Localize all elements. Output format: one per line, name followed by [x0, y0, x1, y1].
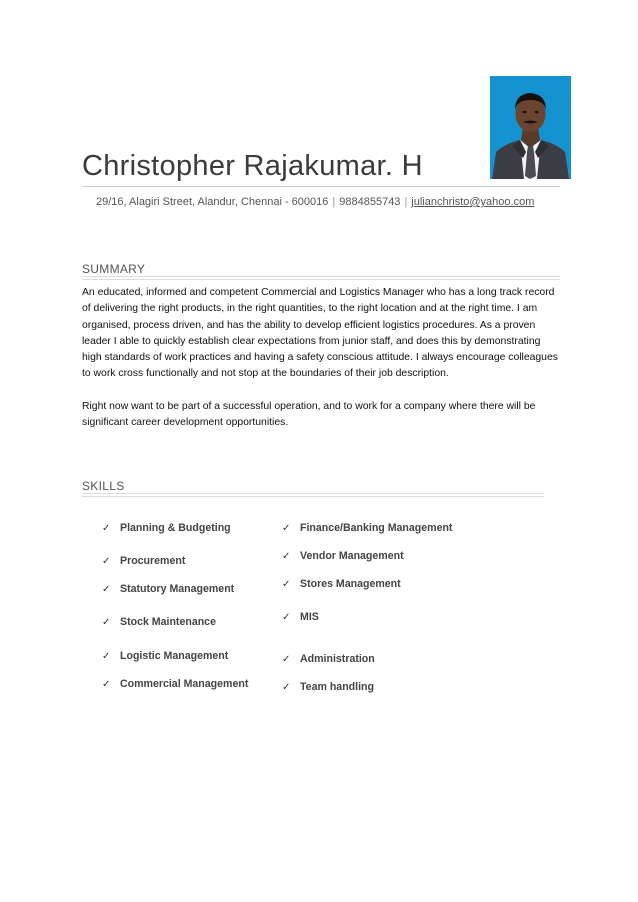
- summary-heading: SUMMARY: [82, 262, 146, 276]
- skill-label: Finance/Banking Management: [300, 522, 453, 534]
- name-divider: [82, 186, 560, 187]
- skill-item: [282, 611, 319, 623]
- check-icon: ✓: [282, 682, 291, 693]
- check-icon: ✓: [102, 679, 111, 690]
- check-icon: ✓: [102, 584, 111, 595]
- skill-label: Stores Management: [300, 578, 401, 590]
- check-icon: ✓: [282, 523, 291, 534]
- skill-item: [282, 653, 375, 665]
- summary-paragraph: Right now want to be part of a successful operation, and to work for a company where there will be significant career development opportunities.: [82, 400, 536, 429]
- phone-text: 9884855743: [339, 196, 401, 208]
- summary-paragraph: An educated, informed and competent Commercial and Logistics Manager who has a long track record of delivering the right products, in the right quantities, to the right location and at the right time. I am organised, process driven, and has the ability to develop efficient logistics procedures. As a proven leader I able to quickly establish clear expectations from junior staff, and does this by demonstrating high standards of work practices and having a safety conscious attitude. I always encourage colleagues to work cross functionally and not stop at the boundaries of their job description.: [82, 287, 558, 380]
- skill-label: Planning & Budgeting: [120, 522, 231, 534]
- skill-item: [102, 583, 234, 595]
- check-icon: ✓: [282, 612, 291, 623]
- check-icon: ✓: [282, 654, 291, 665]
- address-text: 29/16, Alagiri Street, Alandur, Chennai - 600016: [96, 196, 329, 208]
- skills-divider: [82, 493, 544, 497]
- check-icon: ✓: [282, 579, 291, 590]
- skill-item: [282, 522, 452, 534]
- contact-separator: |: [404, 196, 408, 208]
- skill-item: [102, 555, 185, 567]
- skill-label: Administration: [300, 653, 375, 665]
- skill-item: [102, 522, 231, 534]
- contact-line: [96, 196, 534, 208]
- skill-label: Commercial Management: [120, 678, 249, 690]
- skill-label: Vendor Management: [300, 550, 404, 562]
- skill-item: [102, 650, 228, 662]
- skill-label: MIS: [300, 611, 319, 623]
- skill-item: [282, 550, 404, 562]
- check-icon: ✓: [102, 617, 111, 628]
- skill-item: [102, 678, 248, 690]
- email-link[interactable]: julianchristo@yahoo.com: [411, 196, 535, 208]
- profile-photo: [490, 76, 571, 179]
- check-icon: ✓: [102, 523, 111, 534]
- skill-item: [282, 681, 374, 693]
- check-icon: ✓: [102, 556, 111, 567]
- summary-divider: [82, 276, 560, 280]
- skill-item: [102, 616, 216, 628]
- skill-label: Logistic Management: [120, 650, 229, 662]
- summary-body: [82, 285, 560, 447]
- contact-separator: |: [332, 196, 336, 208]
- check-icon: ✓: [282, 551, 291, 562]
- skill-label: Stock Maintenance: [120, 616, 216, 628]
- skill-label: Procurement: [120, 555, 186, 567]
- candidate-name: Christopher Rajakumar. H: [82, 150, 423, 182]
- skill-label: Statutory Management: [120, 583, 235, 595]
- skill-item: [282, 578, 401, 590]
- skills-heading: SKILLS: [82, 479, 125, 493]
- check-icon: ✓: [102, 651, 111, 662]
- skill-label: Team handling: [300, 681, 374, 693]
